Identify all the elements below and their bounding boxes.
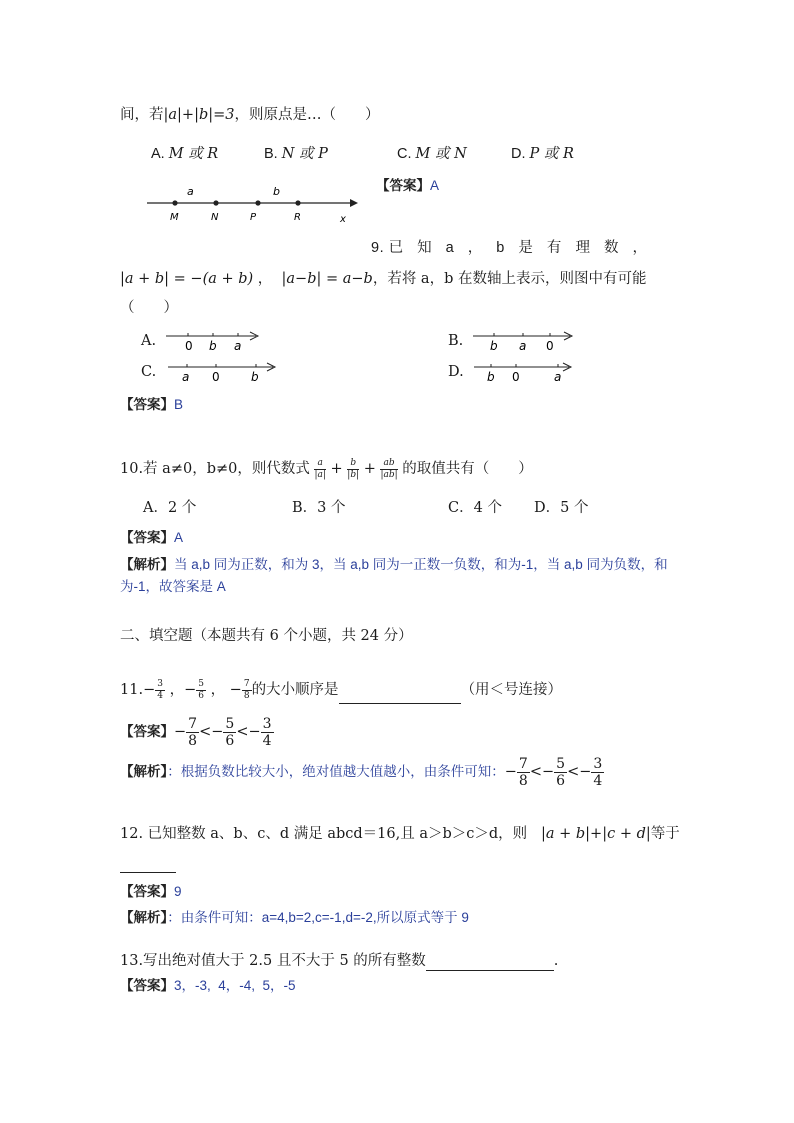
q9-option-d-letter: D. — [448, 364, 464, 380]
q11-answer: 【答案】− $\frac{7}{8}$ <− $\frac{5}{6}$ <− $\frac{3}{4}$ — [120, 715, 272, 749]
q12-answer-blank[interactable] — [120, 856, 176, 873]
point-r — [295, 200, 300, 205]
q10-option-b: B．3 个 — [292, 500, 346, 516]
q11-fraction-1: $\frac{3}{4}$ — [157, 678, 163, 701]
q10-fraction-1: $\frac{a}{|a|}$ — [314, 457, 326, 480]
q9-option-d-axis — [474, 359, 579, 385]
q13-answer: 【答案】3，-3, 4，-4, 5，-5 — [120, 978, 296, 994]
q12-analysis: 【解析】：由条件可知：a=4,b=2,c=-1,d=-2,所以原式等于 9 — [120, 910, 469, 926]
q11-analysis-frac-2: $\frac{5}{6}$ — [556, 755, 566, 789]
q9-condition-2: |a−b| = a−b — [281, 271, 373, 287]
label-x: x — [340, 214, 346, 225]
point-m — [172, 200, 177, 205]
point-n — [213, 200, 218, 205]
label-m: M — [170, 212, 179, 223]
q9a-label-b: b — [209, 339, 217, 353]
q11-answer-blank[interactable] — [339, 685, 461, 704]
q10-stem: 10.若 a≠0，b≠0，则代数式 $\frac{a}{|a|}$ + $\frac{b}{|b|}$ + $\frac{ab}{|ab|}$ 的取值共有（ ） — [120, 457, 533, 480]
q10-fraction-3: $\frac{ab}{|ab|}$ — [380, 457, 398, 480]
q11-analysis-frac-3: $\frac{3}{4}$ — [593, 755, 603, 789]
q10-analysis-line1: 【解析】当 a,b 同为正数，和为 3，当 a,b 同为一正数一负数，和为-1，当 a,b 同为负数，和 — [120, 557, 668, 573]
q8-option-c: C. M 或 N — [397, 146, 467, 162]
q9b-label-0: 0 — [546, 339, 554, 353]
q11-answer-frac-3: $\frac{3}{4}$ — [262, 715, 272, 749]
q9-condition-1: |a + b| = −(a + b) — [120, 271, 254, 287]
q9d-label-a: a — [554, 370, 562, 384]
label-a: a — [187, 185, 194, 198]
q9-option-c-axis — [168, 359, 283, 385]
point-p — [255, 200, 260, 205]
q9-stem-line2: |a + b| = −(a + b) ， |a−b| = a−b，若将 a，b 在数轴上表示，则图中有可能 — [120, 271, 647, 287]
label-n: N — [211, 212, 219, 223]
q8-option-d: D. P 或 R — [511, 146, 574, 162]
q9-option-b-letter: B. — [448, 333, 464, 349]
q11-answer-frac-1: $\frac{7}{8}$ — [188, 715, 198, 749]
label-p: P — [250, 212, 257, 223]
q10-option-c: C．4 个 — [448, 500, 502, 516]
section-2-title: 二、填空题（本题共有 6 个小题，共 24 分） — [120, 628, 413, 644]
label-b: b — [273, 185, 280, 198]
q9-paren: （ ） — [120, 300, 178, 316]
q11-fraction-3: $\frac{7}{8}$ — [243, 678, 250, 701]
q10-option-d: D．5 个 — [534, 500, 589, 516]
q10-answer: 【答案】A — [120, 530, 184, 546]
q9-answer: 【答案】B — [120, 397, 184, 413]
q10-option-a: A．2 个 — [143, 500, 197, 516]
q9d-label-b: b — [487, 370, 495, 384]
q8-option-b: B. N 或 P — [264, 146, 328, 162]
q9-stem-line1: 9. 已 知 a ， b 是 有 理 数 ， — [371, 240, 648, 256]
q12-expression: |a + b|+|c + d| — [540, 826, 651, 842]
q9b-label-b: b — [490, 339, 498, 353]
q9d-label-0: 0 — [512, 370, 520, 384]
q11-analysis-frac-1: $\frac{7}{8}$ — [518, 755, 528, 789]
q9a-label-a: a — [234, 339, 242, 353]
q8-condition: |a|+|b|=3 — [163, 107, 235, 123]
q8-stem: 间，若|a|+|b|=3，则原点是…（ ） — [120, 107, 380, 123]
label-r: R — [294, 212, 301, 223]
q9-option-a-axis — [166, 328, 266, 354]
q9-option-a-letter: A. — [141, 333, 157, 349]
q10-analysis-line2: 为-1，故答案是 A — [120, 579, 226, 594]
q8-answer: 【答案】A — [376, 178, 440, 194]
q13-answer-blank[interactable] — [426, 954, 554, 971]
q9a-label-0: 0 — [185, 339, 193, 353]
q11-analysis: 【解析】：根据负数比较大小，绝对值越大值越小，由条件可知：− $\frac{7}{8}$ <− $\frac{5}{6}$ <− $\frac{3}{4}$ — [120, 755, 603, 789]
q11-stem: 11.− $\frac{3}{4}$ ，− $\frac{5}{6}$ ， − $\frac{7}{8}$ 的大小顺序是 （用＜号连接） — [120, 676, 562, 704]
q11-answer-frac-2: $\frac{5}{6}$ — [225, 715, 235, 749]
q9c-label-0: 0 — [212, 370, 220, 384]
q8-number-line — [140, 180, 360, 226]
q9-option-c-letter: C. — [141, 364, 157, 380]
q10-fraction-2: $\frac{b}{|b|}$ — [347, 457, 360, 480]
q9b-label-a: a — [519, 339, 527, 353]
q12-stem: 12. 已知整数 a、b、c、d 满足 abcd＝16,且 a＞b＞c＞d，则 |a + b|+|c + d|等于 — [120, 826, 680, 842]
q8-option-a: A. M 或 R — [151, 146, 219, 162]
q13-stem: 13.写出绝对值大于 2.5 且不大于 5 的所有整数 . — [120, 953, 559, 969]
q11-fraction-2: $\frac{5}{6}$ — [198, 678, 204, 701]
q9c-label-a: a — [182, 370, 190, 384]
q9c-label-b: b — [251, 370, 259, 384]
q9-option-b-axis — [473, 328, 578, 354]
q12-answer: 【答案】9 — [120, 884, 182, 900]
